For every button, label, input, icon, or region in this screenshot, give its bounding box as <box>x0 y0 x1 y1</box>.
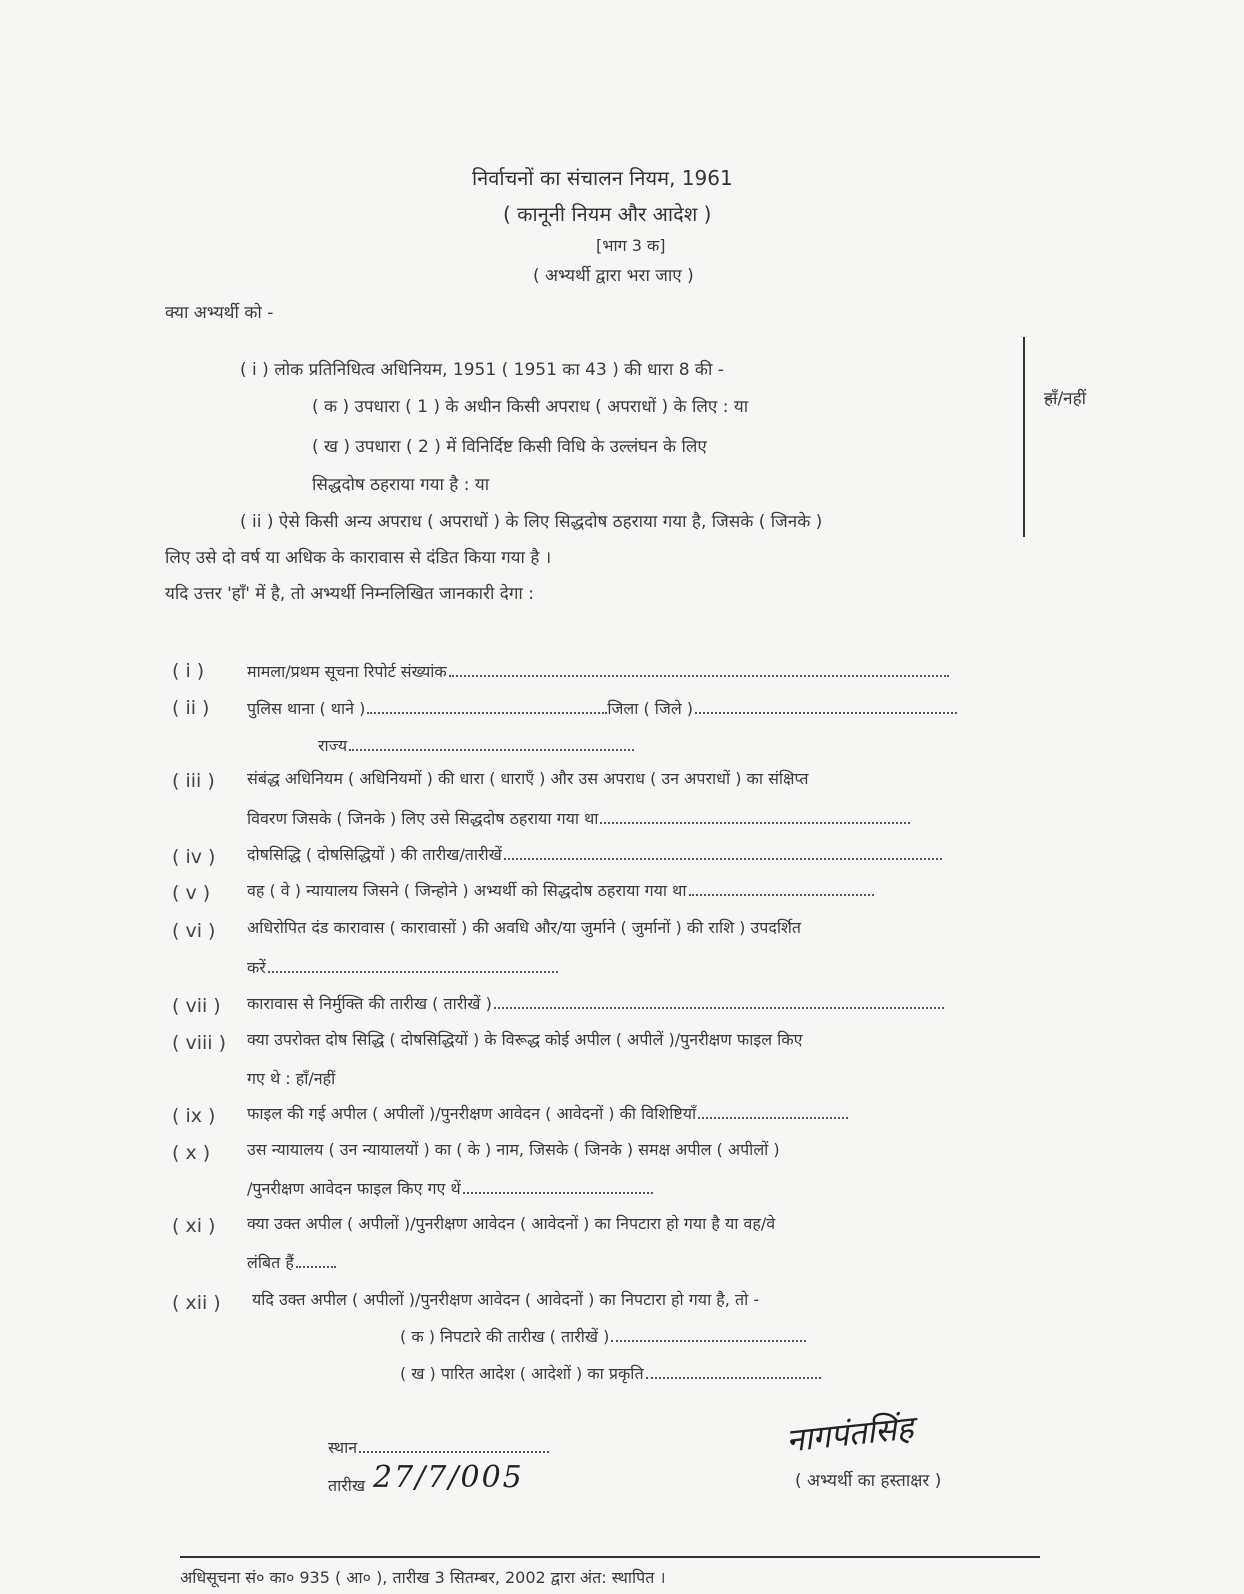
item-i-text <box>247 660 949 682</box>
form-note: ( अभ्यर्थी द्वारा भरा जाए ) <box>533 266 694 286</box>
item-iv-num: ( iv ) <box>172 846 216 868</box>
item-iii-label: विवरण जिसके ( जिनके ) लिए उसे सिद्धदोष ठहराया गया था <box>247 809 599 828</box>
clause-i-kha: ( ख ) उपधारा ( 2 ) में विनिर्दिष्ट किसी विधि के उल्लंघन के लिए <box>312 437 707 457</box>
item-ix-label: फाइल की गई अपील ( अपीलों )/पुनरीक्षण आवेदन ( आवेदनों ) की विशिष्टियाँ <box>247 1104 697 1123</box>
item-ii-label: पुलिस थाना ( थाने ) <box>247 699 366 718</box>
answer-yes-struck: हाँ <box>1044 389 1058 409</box>
item-ii-blank[interactable] <box>367 711 607 714</box>
item-ii-district-blank[interactable] <box>695 711 957 714</box>
item-iv-blank[interactable] <box>504 857 942 860</box>
clause-i-end: सिद्धदोष ठहराया गया है : या <box>312 475 490 495</box>
item-ix-blank[interactable] <box>698 1116 848 1119</box>
item-v-num: ( v ) <box>172 882 211 904</box>
date-label: तारीख <box>328 1476 366 1495</box>
item-x-blank[interactable] <box>463 1191 653 1194</box>
item-ii-state-label: राज्य <box>318 736 348 755</box>
item-xii-kha-label: ( ख ) पारित आदेश ( आदेशों ) का प्रकृति <box>400 1364 644 1383</box>
form-part: [भाग 3 क] <box>596 236 666 255</box>
item-iii-line1: संबंद्ध अधिनियम ( अधिनियमों ) की धारा ( धाराएँ ) और उस अपराध ( उन अपराधों ) का संक्षिप्त <box>247 769 809 788</box>
answer-separator: / <box>1057 389 1064 409</box>
footnote-rule <box>180 1556 1040 1558</box>
item-xi-num: ( xi ) <box>172 1215 216 1237</box>
item-viii-num: ( viii ) <box>172 1032 226 1054</box>
item-xii-num: ( xii ) <box>172 1292 221 1314</box>
item-i-label: मामला/प्रथम सूचना रिपोर्ट संख्यांक <box>247 662 447 681</box>
clause-ii-line2: लिए उसे दो वर्ष या अधिक के कारावास से दंडित किया गया है । <box>165 548 552 568</box>
intro-text: क्या अभ्यर्थी को - <box>165 303 274 323</box>
item-iv-text <box>247 843 942 865</box>
item-vii-blank[interactable] <box>494 1006 944 1009</box>
item-ii-district-label: जिला ( जिले ) <box>607 699 693 718</box>
item-i-blank[interactable] <box>449 674 949 677</box>
item-xi-blank[interactable] <box>296 1265 336 1268</box>
item-xi-line1: क्या उक्त अपील ( अपीलों )/पुनरीक्षण आवेदन ( आवेदनों ) का निपटारा हो गया है या वह/वे <box>247 1214 776 1233</box>
item-iii-num: ( iii ) <box>172 770 215 792</box>
item-v-blank[interactable] <box>689 893 874 896</box>
item-v-text <box>247 879 874 901</box>
item-vii-label: कारावास से निर्मुक्ति की तारीख ( तारीखें ) <box>247 994 492 1013</box>
item-x-line1: उस न्यायालय ( उन न्यायालयों ) का ( के ) नाम, जिसके ( जिनके ) समक्ष अपील ( अपीलों ) <box>247 1140 780 1159</box>
item-xii-kha <box>400 1362 821 1384</box>
item-i-num: ( i ) <box>172 660 205 682</box>
item-xii-ka <box>400 1325 806 1347</box>
item-vii-text <box>247 992 944 1014</box>
answer-yes-no <box>1044 386 1086 409</box>
item-vi-num: ( vi ) <box>172 920 216 942</box>
item-x-line2 <box>247 1177 653 1199</box>
form-title: निर्वाचनों का संचालन नियम, 1961 <box>472 166 733 190</box>
item-x-num: ( x ) <box>172 1142 211 1164</box>
item-iii-blank[interactable] <box>600 821 910 824</box>
item-ix-num: ( ix ) <box>172 1105 216 1127</box>
signature-label: ( अभ्यर्थी का हस्ताक्षर ) <box>795 1471 942 1491</box>
item-v-label: वह ( वे ) न्यायालय जिसने ( जिन्होने ) अभ्यर्थी को सिद्धदोष ठहराया गया था <box>247 881 687 900</box>
item-ii-num: ( ii ) <box>172 697 210 719</box>
clause-i-main: ( i ) लोक प्रतिनिधित्व अधिनियम, 1951 ( 1951 का 43 ) की धारा 8 की - <box>240 360 724 380</box>
item-xii-ka-blank[interactable] <box>611 1339 806 1342</box>
footnote: अधिसूचना सं० का० 935 ( आ० ), तारीख 3 सितम्बर, 2002 द्वारा अंत: स्थापित । <box>180 1568 666 1587</box>
item-ix-text <box>247 1102 848 1124</box>
item-xi-line2 <box>247 1251 336 1273</box>
place-label: स्थान <box>328 1438 358 1457</box>
item-viii-line1: क्या उपरोक्त दोष सिद्धि ( दोषसिद्धियों ) के विरूद्ध कोई अपील ( अपीलें )/पुनरीक्षण फाइल किए <box>247 1030 803 1049</box>
item-vii-num: ( vii ) <box>172 995 221 1017</box>
answer-divider <box>1023 337 1025 537</box>
item-xii-line1: यदि उक्त अपील ( अपीलों )/पुनरीक्षण आवेदन ( आवेदनों ) का निपटारा हो गया है, तो - <box>252 1290 760 1309</box>
if-yes-text: यदि उत्तर 'हाँ' में है, तो अभ्यर्थी निम्नलिखित जानकारी देगा : <box>165 584 534 604</box>
date-field <box>328 1474 365 1496</box>
item-viii-line2: गए थे : हाँ/नहीं <box>247 1069 336 1088</box>
item-vi-line1: अधिरोपित दंड कारावास ( कारावासों ) की अवधि और/या जुर्माने ( जुर्मानों ) की राशि ) उपदर्शित <box>247 918 801 937</box>
item-ii-state <box>318 734 634 756</box>
clause-i-ka: ( क ) उपधारा ( 1 ) के अधीन किसी अपराध ( अपराधों ) के लिए : या <box>312 397 749 417</box>
item-xii-kha-blank[interactable] <box>646 1376 821 1379</box>
answer-no: नहीं <box>1063 389 1087 409</box>
item-vi-line2 <box>247 956 558 978</box>
place-field <box>328 1436 549 1458</box>
item-x-label: /पुनरीक्षण आवेदन फाइल किए गए थें <box>247 1179 461 1198</box>
place-blank[interactable] <box>359 1450 549 1453</box>
item-vi-blank[interactable] <box>268 970 558 973</box>
clause-ii-line1: ( ii ) ऐसे किसी अन्य अपराध ( अपराधों ) के लिए सिद्धदोष ठहराया गया है, जिसके ( जिनके ) <box>240 512 823 532</box>
handwritten-signature: नागपंतसिंह <box>784 1408 916 1460</box>
item-ii-state-blank[interactable] <box>349 748 634 751</box>
item-ii-text <box>247 697 957 719</box>
item-vi-label: करें <box>247 958 266 977</box>
item-xi-label: लंबित हैं <box>247 1253 294 1272</box>
date-handwritten: 27/7/005 <box>373 1460 524 1495</box>
item-iv-label: दोषसिद्धि ( दोषसिद्धियों ) की तारीख/तारीखें <box>247 845 502 864</box>
item-iii-line2 <box>247 807 910 829</box>
item-xii-ka-label: ( क ) निपटारे की तारीख ( तारीखें ) <box>400 1327 610 1346</box>
form-subtitle: ( कानूनी नियम और आदेश ) <box>503 202 712 226</box>
